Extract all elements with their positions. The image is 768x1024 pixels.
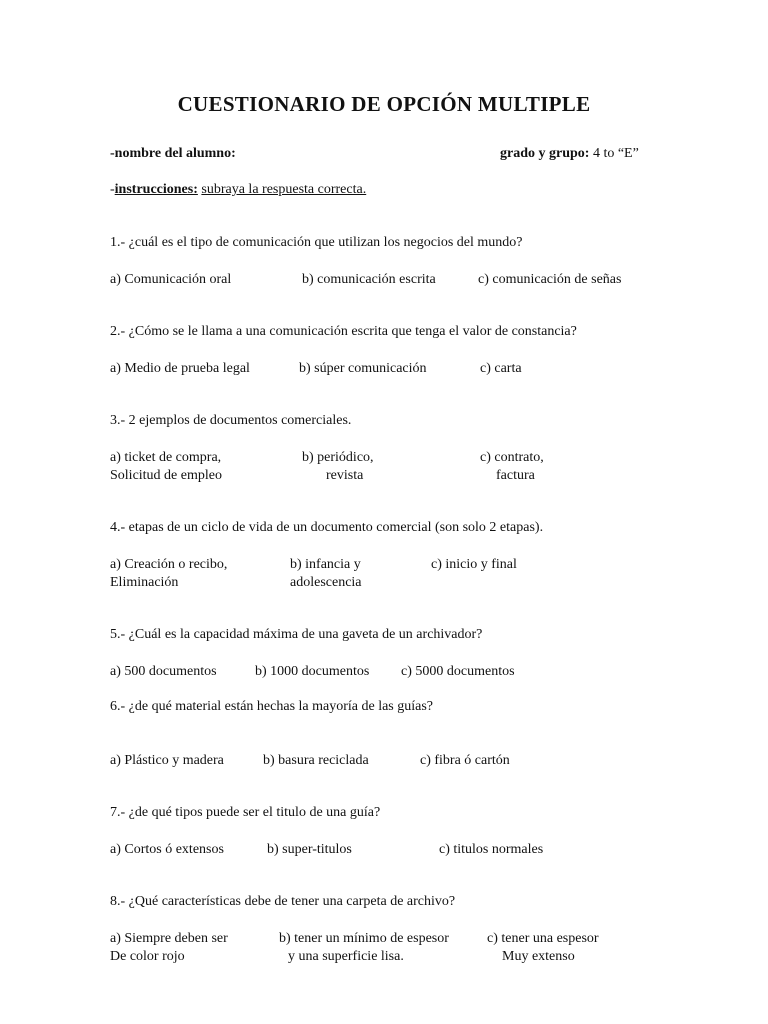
q5-option-a[interactable]: a) 500 documentos [110,664,217,679]
question-1: 1.- ¿cuál es el tipo de comunicación que utilizan los negocios del mundo? [110,235,523,250]
q3-option-c[interactable] [480,449,544,485]
q4-option-b-line2: adolescencia [290,575,362,590]
q4-option-a-line2: Eliminación [110,575,179,590]
grade-group-value: 4 to “E” [592,146,639,161]
q8-option-b-line1: b) tener un mínimo de espesor [279,931,449,946]
q8-option-a[interactable] [110,930,228,966]
q8-option-c[interactable] [487,930,599,966]
q6-option-b[interactable]: b) basura reciclada [263,753,369,768]
q7-option-c[interactable]: c) titulos normales [439,842,544,857]
q4-option-b-line1: b) infancia y [290,557,361,572]
q8-option-b[interactable] [279,930,449,966]
q3-option-b-line2: revista [326,468,364,483]
q8-option-a-line1: a) Siempre deben ser [110,931,228,946]
q3-option-c-line2: factura [496,468,535,483]
student-name-label: -nombre del alumno: [110,146,236,161]
page-title: CUESTIONARIO DE OPCIÓN MULTIPLE [177,92,591,116]
grade-group [500,146,639,162]
q2-option-a[interactable]: a) Medio de prueba legal [110,361,250,376]
q5-option-c[interactable]: c) 5000 documentos [401,664,515,679]
q1-option-a[interactable]: a) Comunicación oral [110,272,232,287]
q8-option-b-line2: y una superficie lisa. [288,949,404,964]
q3-option-c-line1: c) contrato, [480,450,544,465]
instructions-text: subraya la respuesta correcta. [201,182,367,197]
question-3: 3.- 2 ejemplos de documentos comerciales. [110,413,352,428]
question-5: 5.- ¿Cuál es la capacidad máxima de una gaveta de un archivador? [110,627,483,642]
q4-option-a-line1: a) Creación o recibo, [110,557,228,572]
instructions-label: instrucciones: [114,182,198,197]
q3-option-b[interactable] [302,449,374,485]
q3-option-a[interactable] [110,449,222,485]
question-6: 6.- ¿de qué material están hechas la mayoría de las guías? [110,699,434,714]
q4-option-a[interactable] [110,556,227,592]
q8-option-c-line2: Muy extenso [502,949,575,964]
q1-option-b[interactable]: b) comunicación escrita [302,272,436,287]
q8-option-a-line2: De color rojo [110,949,185,964]
grade-group-label: grado y grupo: [500,146,590,161]
q4-option-c[interactable]: c) inicio y final [431,557,517,572]
q7-option-b[interactable]: b) super-titulos [267,842,352,857]
q4-option-b[interactable] [290,556,362,592]
q6-option-a[interactable]: a) Plástico y madera [110,753,224,768]
q3-option-b-line1: b) periódico, [302,450,374,465]
q5-option-b[interactable]: b) 1000 documentos [255,664,370,679]
q8-option-c-line1: c) tener una espesor [487,931,599,946]
q2-option-c[interactable]: c) carta [480,361,522,376]
instructions [110,182,366,198]
question-7: 7.- ¿de qué tipos puede ser el titulo de una guía? [110,805,381,820]
q7-option-a[interactable]: a) Cortos ó extensos [110,842,224,857]
question-4: 4.- etapas de un ciclo de vida de un documento comercial (son solo 2 etapas). [110,520,544,535]
q1-option-c[interactable]: c) comunicación de señas [478,272,622,287]
question-2: 2.- ¿Cómo se le llama a una comunicación escrita que tenga el valor de constancia? [110,324,577,339]
q2-option-b[interactable]: b) súper comunicación [299,361,427,376]
instructions-prefix: - [110,182,115,197]
q3-option-a-line2: Solicitud de empleo [110,468,222,483]
q3-option-a-line1: a) ticket de compra, [110,450,222,465]
question-8: 8.- ¿Qué características debe de tener una carpeta de archivo? [110,894,456,909]
q6-option-c[interactable]: c) fibra ó cartón [420,753,510,768]
